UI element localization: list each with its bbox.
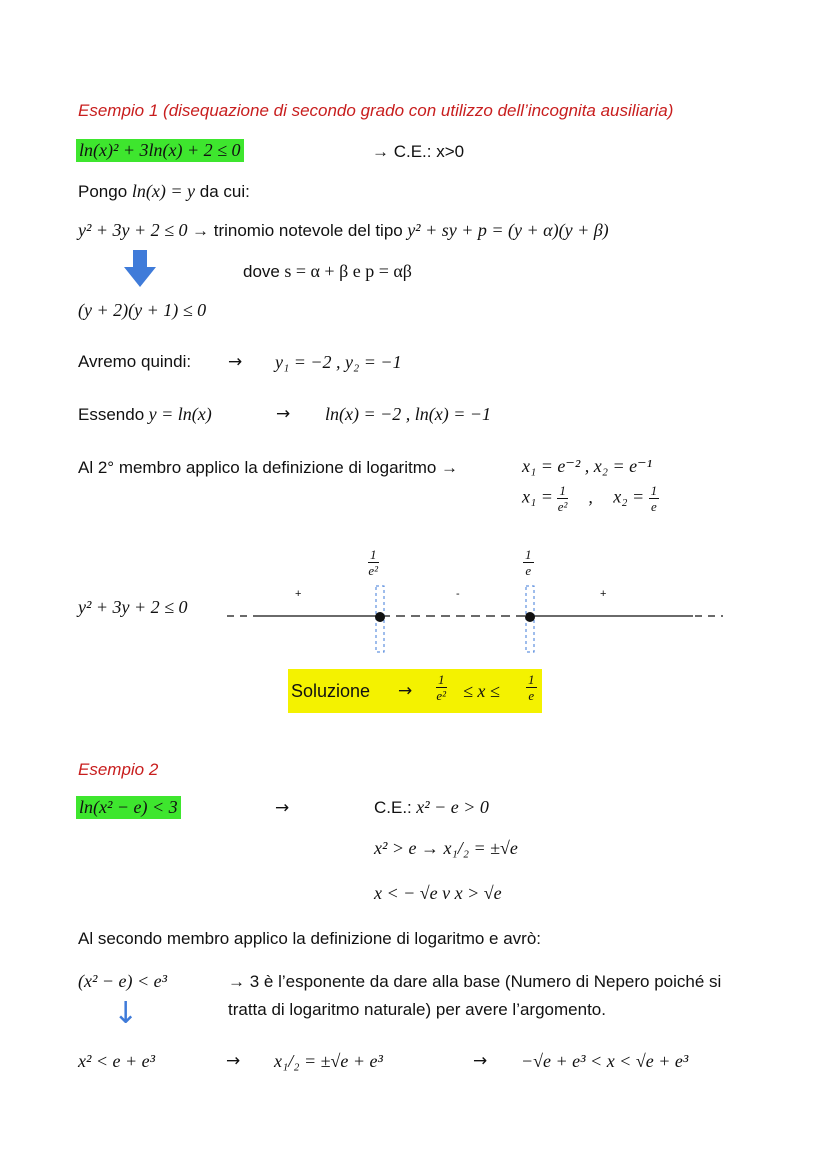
example1-inequality: ln(x)² + 3ln(x) + 2 ≤ 0 [76,139,244,162]
quadratic-note: → trinomio notevole del tipo [192,221,403,240]
trinomial-form: y² + sy + p = (y + α)(y + β) [407,220,609,240]
dove-label: dove [243,262,280,281]
quadratic-expr: y² + 3y + 2 ≤ 0 [78,220,188,240]
quadratic-line [78,220,609,241]
dove-line [243,261,412,282]
root-1-dot [375,612,385,622]
essendo-line [78,404,212,425]
blue-down-arrow-icon: ↓ [113,996,139,1031]
factored-expr: (y + 2)(y + 1) ≤ 0 [78,300,207,320]
substitution-expr: ln(x) = y [131,181,196,201]
x-fraction-roots [522,484,659,513]
essendo-label: Essendo [78,405,145,424]
fraction-denominator: e² [436,688,447,703]
fraction-1-over-e2 [557,484,568,513]
solution-mid: ≤ x ≤ [463,681,500,701]
x2-label: x₂ = [613,486,645,507]
example2-step2: x < − √e v x > √e [374,883,502,903]
example2-roots: x₁/₂ = ±√e + e³ [274,1051,383,1071]
fraction-denominator: e² [368,563,379,578]
substitution-label: Pongo [78,182,128,201]
arrow-icon: → [473,1051,488,1071]
example2-final-solution: −√e + e³ < x < √e + e³ [521,1051,689,1071]
example2-inequality: ln(x² − e) < 3 [76,796,181,819]
fraction-1-over-e [649,484,660,513]
sign-plus-right: + [600,588,607,600]
sign-minus: - [456,588,460,600]
example1-ce: → C.E.: x>0 [372,142,465,161]
solution-box [288,669,542,713]
example2-step1: x² > e → x₁/₂ = ±√e [374,838,518,858]
solution-lower-bound [436,673,447,702]
essendo-expr: y = ln(x) [148,404,212,424]
solution-arrow-icon: → [398,681,413,701]
example2-ce-label: C.E.: [374,798,412,817]
example2-note-line1: → 3 è l’esponente da dare alla base (Numero di Nepero poiché si [228,972,722,991]
arrow-icon: → [228,352,243,372]
x1-label: x₁ = [522,486,553,507]
solution-upper-bound [526,673,537,702]
sign-chart-root-1-label [368,548,379,577]
sign-chart-label: y² + 3y + 2 ≤ 0 [78,597,188,617]
second-member-text: Al 2° membro applico la definizione di logaritmo → [78,458,459,477]
fraction-denominator: e [525,563,532,578]
fraction-numerator: 1 [438,672,445,687]
solution-label: Soluzione [291,681,371,701]
example2-title: Esempio 2 [78,760,159,779]
fraction-numerator: 1 [559,483,566,498]
sign-chart-root-2-label [523,548,534,577]
fraction-denominator: e² [557,499,568,514]
sign-plus-left: + [295,588,302,600]
example2-ce-line [374,797,489,818]
example2-intro: Al secondo membro applico la definizione di logaritmo e avrò: [78,929,542,948]
example2-ce-expr: x² − e > 0 [416,797,489,817]
blue-down-arrow-icon [122,250,158,288]
fraction-denominator: e [528,688,535,703]
arrow-icon: → [276,404,291,424]
root-2-dot [525,612,535,622]
substitution-suffix: da cui: [199,182,250,201]
example2-final-inequality: x² < e + e³ [78,1051,156,1071]
fraction-numerator: 1 [370,547,377,562]
example2-exp-inequality: (x² − e) < e³ [78,971,168,991]
separator: , [588,486,593,507]
ln-values: ln(x) = −2 , ln(x) = −1 [325,404,492,424]
arrow-icon: → [226,1051,241,1071]
fraction-numerator: 1 [525,547,532,562]
example2-note-line2: tratta di logaritmo naturale) per avere l’argomento. [228,1000,606,1019]
dove-expr: s = α + β e p = αβ [284,261,412,281]
arrow-icon: → [275,798,290,818]
fraction-numerator: 1 [528,672,535,687]
fraction-numerator: 1 [650,483,658,498]
example1-title: Esempio 1 (disequazione di secondo grado con utilizzo dell’incognita ausiliaria) [78,101,674,120]
x-exponential-roots: x₁ = e⁻² , x₂ = e⁻¹ [522,456,653,476]
avremo-label: Avremo quindi: [78,352,192,371]
fraction-denominator: e [650,499,657,514]
substitution-line [78,181,250,202]
y-roots: y₁ = −2 , y₂ = −1 [275,352,402,372]
